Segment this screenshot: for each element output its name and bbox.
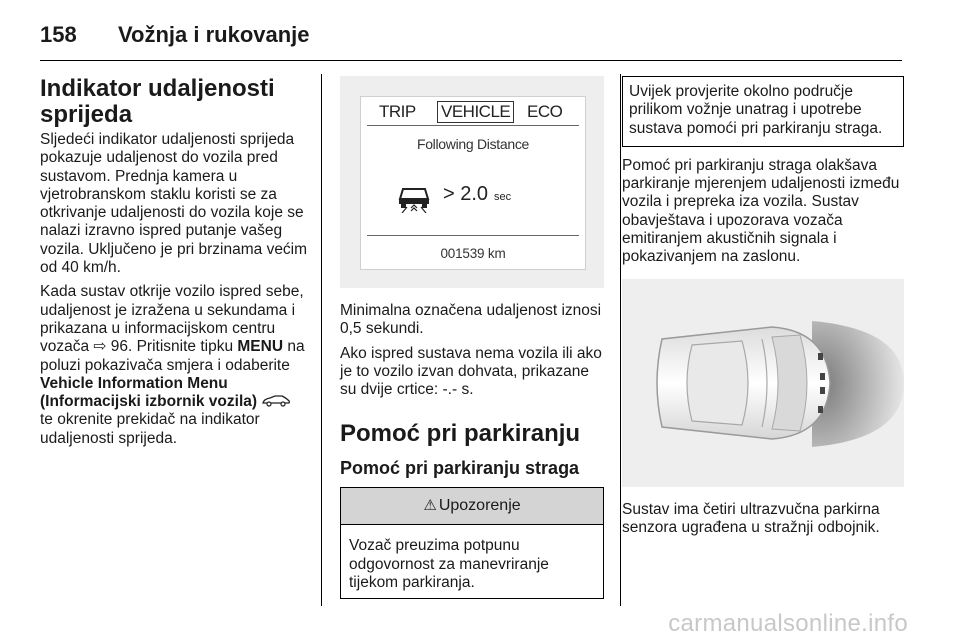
warning-title: Upozorenje <box>438 497 521 515</box>
paragraph-sensors: Sustav ima četiri ultrazvučna parkirna senzora ugrađena u stražnji odbojnik. <box>622 500 880 536</box>
chapter-title: Vožnja i rukovanje <box>118 22 310 47</box>
page-number: 158 <box>40 22 77 47</box>
warning-body <box>341 525 603 598</box>
warning-box <box>340 487 604 599</box>
parking-sensor-figure <box>622 279 904 487</box>
paragraph-instructions <box>40 283 308 448</box>
display-line-top <box>367 125 579 126</box>
column-divider-2 <box>620 74 621 606</box>
menu-name: Vehicle Information Menu (Informacijski izbornik vozila) <box>40 374 258 411</box>
distance-unit: sec <box>494 191 512 203</box>
menu-key: MENU <box>237 338 284 356</box>
section-heading-distance-indicator <box>40 76 308 128</box>
column-2 <box>340 76 604 599</box>
subheading-rear-parking-assist: Pomoć pri parkiranju straga <box>340 458 580 479</box>
warning-triangle-icon: ⚠ <box>423 497 437 515</box>
header-divider <box>40 60 902 61</box>
text-fragment: na poluzi pokazivača smjera i odaberite <box>40 338 305 374</box>
display-screen <box>360 96 586 270</box>
following-distance-value <box>443 185 511 206</box>
paragraph-intro: Sljedeći indikator udaljenosti sprijeda pokazuje udaljenost do vozila pred sustavom. Prednja kamera u vjetrobranskom staklu koristi se za otkrivanje udaljenosti do vozila koje se nalazi izravno ispred putanje vašeg vozila. Uključeno je pri brzinama većim od 40 km/h. <box>40 131 308 277</box>
display-tab-trip: TRIP <box>379 102 416 121</box>
display-line-bottom <box>367 235 579 236</box>
car-top-view-illustration <box>622 279 904 487</box>
page-header <box>40 18 902 58</box>
display-tab-eco: ECO <box>527 102 563 121</box>
text-fragment: te okrenite prekidač na indikator udaljenosti sprijeda. <box>40 411 260 447</box>
display-tab-vehicle: VEHICLE <box>437 101 514 123</box>
page-ref-number: 96. <box>106 338 133 356</box>
warning-text: Vozač preuzima potpunu odgovornost za manevriranje tijekom parkiranja. <box>349 537 549 592</box>
paragraph-no-vehicle: Ako ispred sustava nema vozila ili ako je to vozilo izvan dohvata, prikazane su dvije crtice: -.- s. <box>340 344 602 399</box>
heading-line-2: sprijeda <box>40 101 133 128</box>
odometer-reading: 001539 km <box>440 246 506 261</box>
note-text: Uvijek provjerite okolno područje prilikom vožnje unatrag i upotrebe sustava pomoći pri parkiranju straga. <box>629 83 883 137</box>
vehicle-ahead-icon <box>397 185 431 213</box>
column-3 <box>622 76 904 543</box>
paragraph-minimum: Minimalna označena udaljenost iznosi 0,5 sekundi. <box>340 302 602 338</box>
page-ref-icon: ⇨ <box>93 338 107 356</box>
note-box <box>622 76 904 147</box>
column-divider-1 <box>321 74 322 606</box>
column-1 <box>40 76 308 454</box>
car-icon <box>261 395 291 407</box>
section-heading-parking-assist: Pomoć pri parkiranju <box>340 420 581 448</box>
text-fragment: Kada sustav otkrije vozilo ispred sebe, udaljenost je izražena u sekundama i prikazana u informacijskom centru vozača <box>40 283 304 356</box>
distance-value: > 2.0 <box>443 183 489 205</box>
paragraph-parking-description: Pomoć pri parkiranju straga olakšava parkiranje mjerenjem udaljenosti između vozila i prepreka iza vozila. Sustav obavještava i upozorava vozača emitiranjem akustičnih signala i pokazivanjem na zaslonu. <box>622 156 900 266</box>
watermark: carmanualsonline.info <box>668 610 908 637</box>
text-fragment: Pritisnite tipku <box>136 338 238 356</box>
driver-info-display-figure <box>340 76 604 288</box>
display-title: Following Distance <box>416 136 530 152</box>
heading-line-1: Indikator udaljenosti <box>40 75 275 102</box>
warning-header <box>341 488 603 525</box>
